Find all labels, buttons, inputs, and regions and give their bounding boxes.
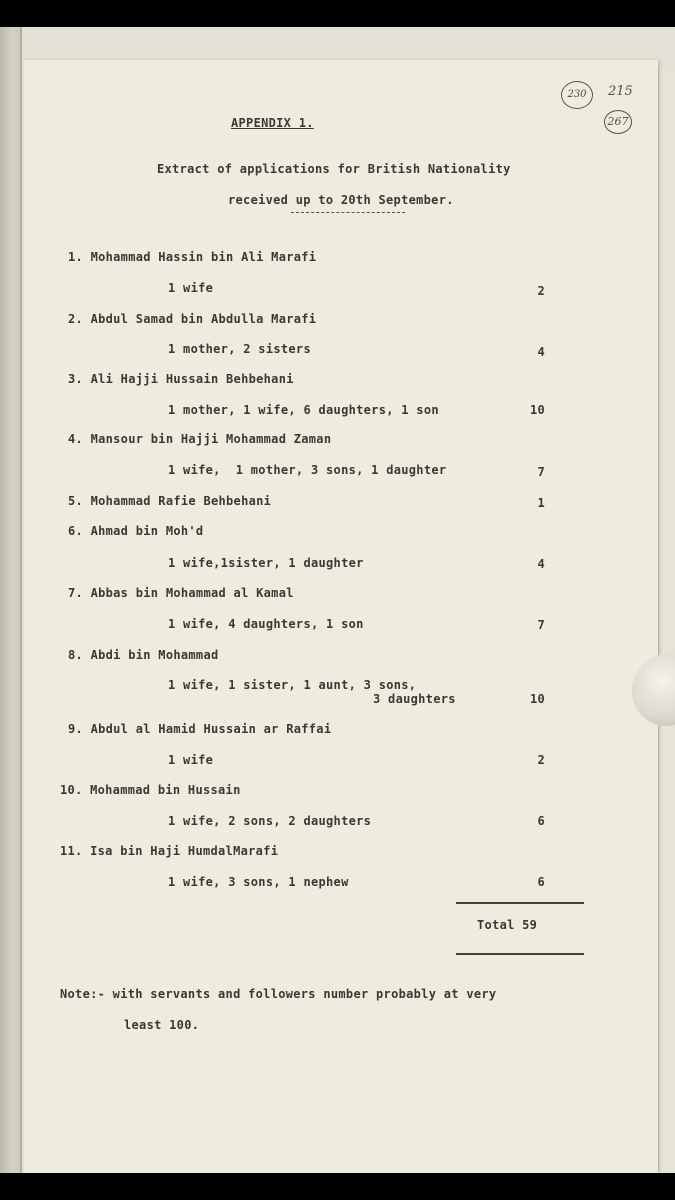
entry-11-name: 11. Isa bin Haji HumdalMarafi <box>60 844 279 858</box>
entry-9-family: 1 wife <box>168 753 214 767</box>
entry-8-count: 10 <box>529 692 545 706</box>
entry-2-name: 2. Abdul Samad bin Abdulla Marafi <box>68 312 317 326</box>
subtitle-line-2: received up to 20th September. <box>228 193 454 207</box>
entry-7-name: 7. Abbas bin Mohammad al Kamal <box>68 586 294 600</box>
entry-8-name: 8. Abdi bin Mohammad <box>68 648 219 662</box>
entry-11-count: 6 <box>537 875 545 889</box>
total-rule-top <box>456 902 584 904</box>
entry-3-name: 3. Ali Hajji Hussain Behbehani <box>68 372 294 386</box>
page-edge <box>658 67 675 1173</box>
entry-8-family-cont: 3 daughters <box>373 692 456 706</box>
entry-4-family: 1 wife, 1 mother, 3 sons, 1 daughter <box>168 463 447 477</box>
entry-2-count: 4 <box>537 345 545 359</box>
folio-circled: 267 <box>604 110 632 134</box>
entry-9-count: 2 <box>537 753 545 767</box>
entry-7-family: 1 wife, 4 daughters, 1 son <box>168 617 364 631</box>
note-line-1: Note:- with servants and followers number probably at very <box>60 987 497 1001</box>
entry-3-family: 1 mother, 1 wife, 6 daughters, 1 son <box>168 403 439 417</box>
note-line-2: least 100. <box>124 1018 200 1032</box>
entry-5-name: 5. Mohammad Rafie Behbehani <box>68 494 272 508</box>
entry-10-family: 1 wife, 2 sons, 2 daughters <box>168 814 372 828</box>
entry-2-family: 1 mother, 2 sisters <box>168 342 311 356</box>
bottom-black-bar <box>0 1173 675 1200</box>
entry-1-count: 2 <box>537 284 545 298</box>
entry-11-family: 1 wife, 3 sons, 1 nephew <box>168 875 349 889</box>
entry-6-count: 4 <box>537 557 545 571</box>
entry-4-count: 7 <box>537 465 545 479</box>
entry-8-family: 1 wife, 1 sister, 1 aunt, 3 sons, <box>168 678 417 692</box>
entry-1-name: 1. Mohammad Hassin bin Ali Marafi <box>68 250 317 264</box>
total-rule-bottom <box>456 953 584 955</box>
total-value: Total 59 <box>477 918 538 932</box>
subtitle-line-1: Extract of applications for British Nationality <box>157 162 511 176</box>
entry-4-name: 4. Mansour bin Hajji Mohammad Zaman <box>68 432 332 446</box>
entry-10-name: 10. Mohammad bin Hussain <box>60 783 241 797</box>
entry-6-name: 6. Ahmad bin Moh'd <box>68 524 204 538</box>
entry-3-count: 10 <box>529 403 545 417</box>
entry-6-family: 1 wife,1sister, 1 daughter <box>168 556 364 570</box>
top-black-bar <box>0 0 675 27</box>
entry-1-family: 1 wife <box>168 281 214 295</box>
folio-stamp: 230 <box>561 81 593 109</box>
folio-number: 215 <box>608 84 633 99</box>
entry-7-count: 7 <box>537 618 545 632</box>
entry-5-count: 1 <box>537 496 545 510</box>
entry-9-name: 9. Abdul al Hamid Hussain ar Raffai <box>68 722 332 736</box>
book-spine <box>0 27 22 1173</box>
subtitle-dash-underline <box>291 212 405 213</box>
entry-10-count: 6 <box>537 814 545 828</box>
appendix-heading: APPENDIX 1. <box>231 116 314 130</box>
